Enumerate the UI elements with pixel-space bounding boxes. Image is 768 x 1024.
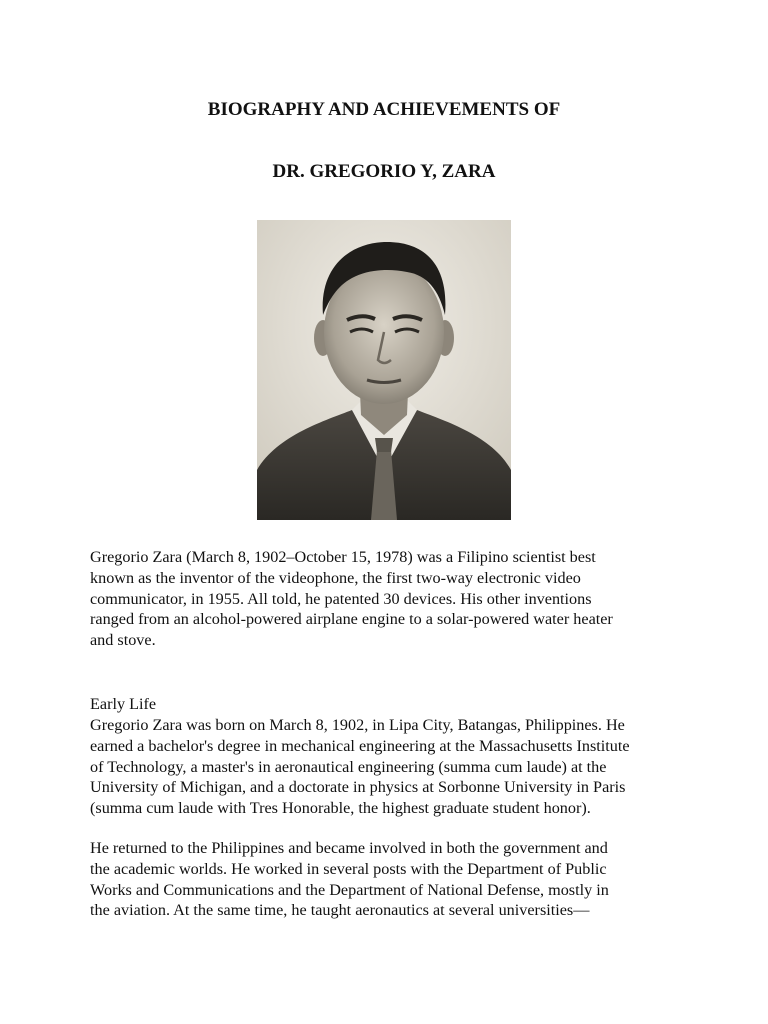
title-line-1: BIOGRAPHY AND ACHIEVEMENTS OF: [207, 99, 561, 120]
early-life-heading: Early Life: [90, 695, 157, 713]
early-life-paragraph: Gregorio Zara was born on March 8, 1902, in Lipa City, Batangas, Philippines. He earned a bachelor's degree in mechanical engineering at the Massachusetts Institute of Technology, a master's in aeronautical engineering (summa cum laude) at the University of Michigan, and a doctorate in physics at Sorbonne University in Paris (summa cum laude with Tres Honorable, the highest graduate student honor).: [90, 716, 630, 818]
portrait-photo: [257, 220, 511, 520]
return-paragraph: He returned to the Philippines and became involved in both the government and the academic worlds. He worked in several posts with the Department of Public Works and Communications and the Department of National Defense, mostly in the aviation. At the same time, he taught aeronautics at several universities—: [90, 839, 609, 920]
title-line-2: DR. GREGORIO Y, ZARA: [272, 161, 496, 182]
intro-paragraph: Gregorio Zara (March 8, 1902–October 15, 1978) was a Filipino scientist best known as the inventor of the videophone, the first two-way electronic video communicator, in 1955. All told, he patented 30 devices. His other inventions ranged from an alcohol-powered airplane engine to a solar-powered water heater and stove.: [90, 548, 613, 650]
